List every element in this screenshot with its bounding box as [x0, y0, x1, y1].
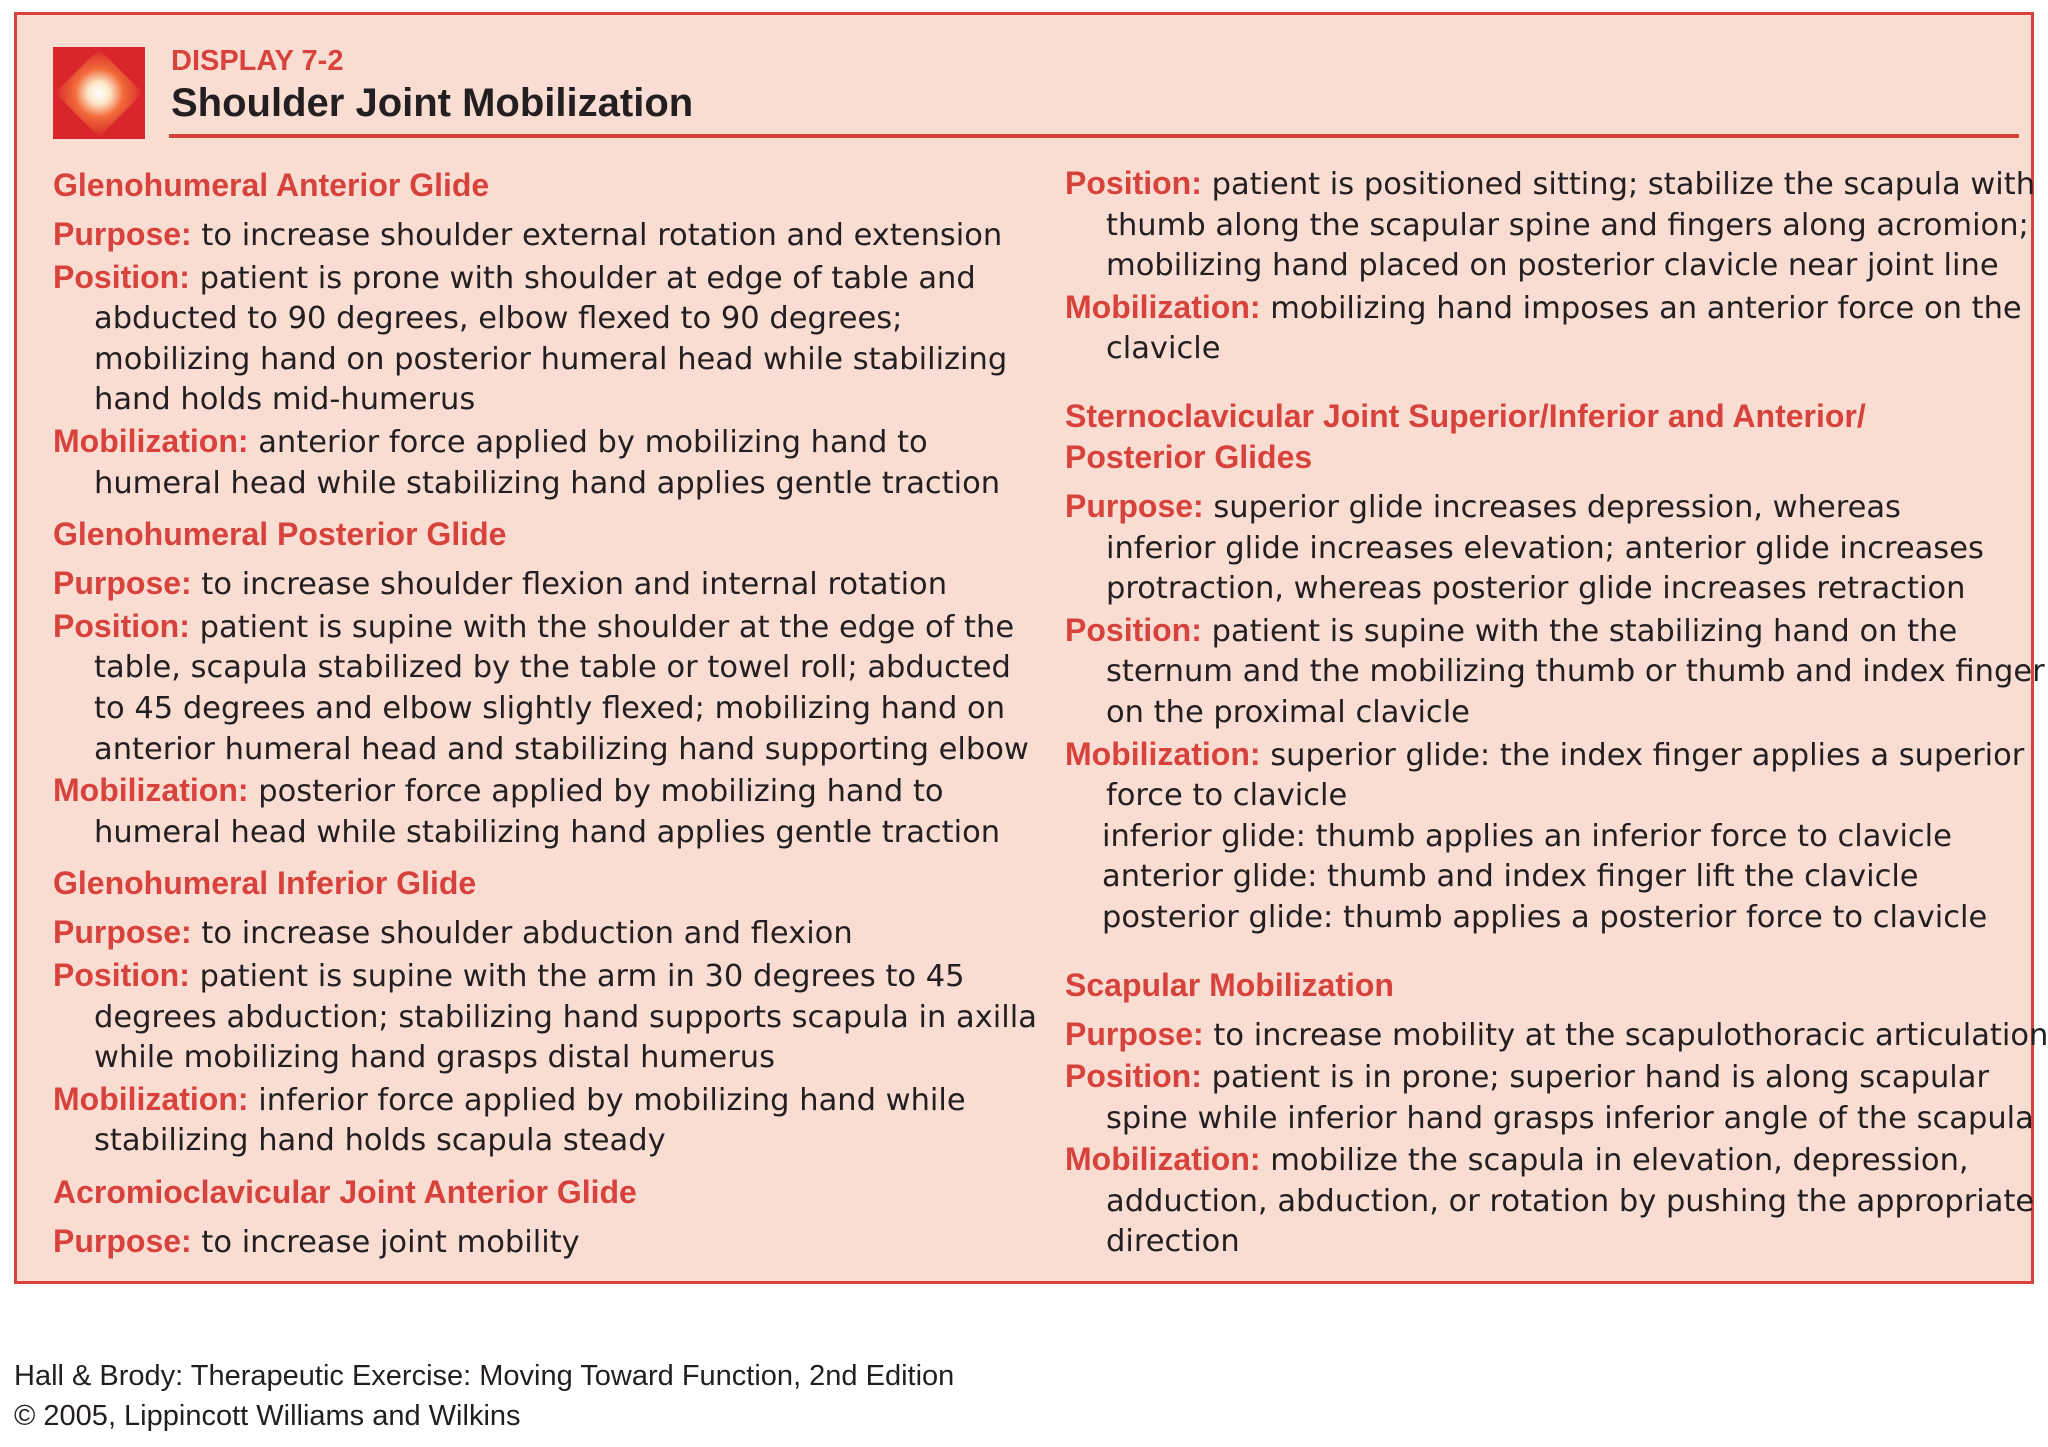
mobilization-text: mobilizing hand imposes an anterior force on the: [1270, 290, 2022, 326]
mobilization-entry: [53, 421, 1033, 504]
mobilization-entry: [1065, 1139, 2045, 1263]
position-label: Position:: [1065, 165, 1202, 201]
purpose-label: Purpose:: [53, 565, 192, 602]
position-text: sternum and the mobilizing thumb or thumb and index finger: [1106, 654, 2045, 690]
position-text: degrees abduction; stabilizing hand supports scapula in axilla: [94, 999, 1037, 1035]
display-number: DISPLAY 7-2: [171, 45, 344, 77]
mobilization-entry: [53, 770, 1033, 853]
purpose-text: to increase shoulder flexion and internal rotation: [201, 567, 948, 603]
purpose-label: Purpose:: [1065, 1015, 1204, 1052]
position-text: mobilizing hand on posterior humeral head while stabilizing: [94, 341, 1008, 377]
purpose-label: Purpose:: [1065, 487, 1204, 524]
mobilization-label: Mobilization:: [1065, 288, 1261, 325]
purpose-text: to increase shoulder abduction and flexion: [201, 916, 853, 952]
mobilization-entry: [1065, 287, 2045, 370]
position-text: patient is positioned sitting; stabilize the scapula with: [1211, 167, 2036, 202]
mobilization-text: anterior force applied by mobilizing hand to: [258, 424, 928, 460]
section-ac-anterior-continued: [1065, 163, 2045, 370]
source-credit: [14, 1356, 954, 1436]
mobilization-entry: [1065, 734, 2045, 817]
left-column: [53, 165, 1037, 1263]
mobilization-text: humeral head while stabilizing hand applies gentle traction: [94, 465, 1001, 501]
right-column: [1065, 163, 2048, 1263]
position-text: patient is supine with the shoulder at the edge of the: [199, 609, 1015, 645]
purpose-text: to increase shoulder external rotation and extension: [201, 218, 1003, 253]
position-text: patient is supine with the stabilizing hand on the: [1211, 613, 1958, 649]
position-text: thumb along the scapular spine and fingers along acromion;: [1106, 207, 2029, 243]
diamond-gradient-icon: [53, 47, 145, 139]
purpose-text: to increase mobility at the scapulothoracic articulation: [1213, 1017, 2048, 1053]
section-ac-anterior: [53, 1172, 1033, 1264]
mobilization-label: Mobilization:: [1065, 1141, 1261, 1178]
section-sc-glides: [1065, 396, 2045, 939]
position-label: Position:: [1065, 611, 1202, 648]
section-heading: Glenohumeral Anterior Glide: [53, 167, 490, 203]
purpose-entry: [53, 563, 1033, 606]
section-heading-line: Sternoclavicular Joint Superior/Inferior and Anterior/: [1065, 397, 1866, 434]
mobilization-text: inferior force applied by mobilizing hand while: [258, 1082, 966, 1118]
purpose-text: to increase joint mobility: [201, 1224, 580, 1260]
section-heading: Glenohumeral Inferior Glide: [53, 865, 477, 902]
mobilization-text: stabilizing hand holds scapula steady: [94, 1123, 666, 1159]
purpose-entry: [53, 1221, 1033, 1264]
position-text: on the proximal clavicle: [1106, 694, 1470, 730]
position-text: patient is in prone; superior hand is along scapular: [1211, 1060, 1990, 1096]
mobilization-text: clavicle: [1106, 331, 1221, 367]
mobilization-entry: [53, 1079, 1033, 1162]
position-label: Position:: [53, 956, 190, 993]
section-scapular: [1065, 965, 2048, 1264]
section-heading: Acromioclavicular Joint Anterior Glide: [53, 1173, 637, 1210]
credit-line-book: Hall & Brody: Therapeutic Exercise: Moving Toward Function, 2nd Edition: [14, 1360, 955, 1392]
mobilization-text: superior glide: the index finger applies a superior: [1270, 737, 2025, 773]
mobilization-text: humeral head while stabilizing hand applies gentle traction: [94, 814, 1001, 850]
mobilization-subline: inferior glide: thumb applies an inferior force to clavicle: [1102, 818, 1952, 854]
purpose-text: superior glide increases depression, whereas: [1213, 489, 1901, 525]
purpose-entry: [53, 912, 1033, 955]
position-entry: [1065, 1056, 2045, 1139]
position-text: hand holds mid-humerus: [94, 382, 476, 418]
section-gh-posterior: [53, 514, 1033, 853]
position-label: Position:: [53, 607, 190, 644]
credit-line-copyright: © 2005, Lippincott Williams and Wilkins: [14, 1400, 521, 1432]
position-label: Position:: [1065, 1058, 1202, 1095]
position-text: spine while inferior hand grasps inferior angle of the scapula: [1106, 1100, 2034, 1136]
purpose-label: Purpose:: [53, 1222, 192, 1259]
section-gh-inferior: [53, 863, 1037, 1162]
mobilization-label: Mobilization:: [53, 772, 249, 809]
mobilization-text: direction: [1106, 1224, 1240, 1260]
purpose-entry: [1065, 1014, 2048, 1057]
mobilization-text: force to clavicle: [1106, 778, 1348, 814]
mobilization-label: Mobilization:: [53, 422, 249, 459]
purpose-label: Purpose:: [53, 216, 192, 252]
display-box: [14, 12, 2048, 1284]
position-text: table, scapula stabilized by the table or towel roll; abducted: [94, 650, 1011, 686]
mobilization-text: posterior force applied by mobilizing hand to: [258, 774, 944, 810]
position-label: Position:: [53, 258, 190, 295]
purpose-label: Purpose:: [53, 914, 192, 951]
mobilization-subline: anterior glide: thumb and index finger lift the clavicle: [1102, 859, 1919, 895]
position-entry: [1065, 610, 2045, 734]
position-text: while mobilizing hand grasps distal humerus: [94, 1040, 775, 1076]
purpose-text: inferior glide increases elevation; anterior glide increases: [1106, 530, 1984, 566]
mobilization-label: Mobilization:: [53, 1080, 249, 1117]
position-entry: [53, 606, 1033, 770]
display-title: Shoulder Joint Mobilization: [171, 81, 694, 125]
section-gh-anterior: [53, 165, 1033, 504]
purpose-entry: [53, 214, 1033, 257]
section-heading: [1065, 396, 2045, 478]
position-text: mobilizing hand placed on posterior clavicle near joint line: [1106, 248, 1999, 284]
position-text: abducted to 90 degrees, elbow flexed to 90 degrees;: [94, 301, 903, 337]
mobilization-label: Mobilization:: [1065, 735, 1261, 772]
purpose-text: protraction, whereas posterior glide increases retraction: [1106, 571, 1966, 607]
section-heading-line: Posterior Glides: [1065, 438, 1313, 475]
mobilization-text: adduction, abduction, or rotation by pushing the appropriate: [1106, 1183, 2035, 1219]
mobilization-text: mobilize the scapula in elevation, depression,: [1270, 1143, 1969, 1179]
position-text: anterior humeral head and stabilizing hand supporting elbow: [94, 731, 1029, 767]
purpose-entry: [1065, 486, 2045, 610]
position-entry: [1065, 163, 2045, 287]
position-text: patient is prone with shoulder at edge of table and: [199, 260, 976, 296]
position-entry: [53, 955, 1037, 1079]
display-header: [171, 43, 693, 127]
position-text: patient is supine with the arm in 30 degrees to 45: [199, 958, 965, 994]
section-heading: Scapular Mobilization: [1065, 966, 1394, 1003]
position-entry: [53, 257, 1033, 421]
position-text: to 45 degrees and elbow slightly flexed; mobilizing hand on: [94, 690, 1006, 726]
mobilization-subline: posterior glide: thumb applies a posterior force to clavicle: [1102, 899, 1988, 935]
section-heading: Glenohumeral Posterior Glide: [53, 516, 507, 553]
header-rule: [169, 134, 2019, 138]
